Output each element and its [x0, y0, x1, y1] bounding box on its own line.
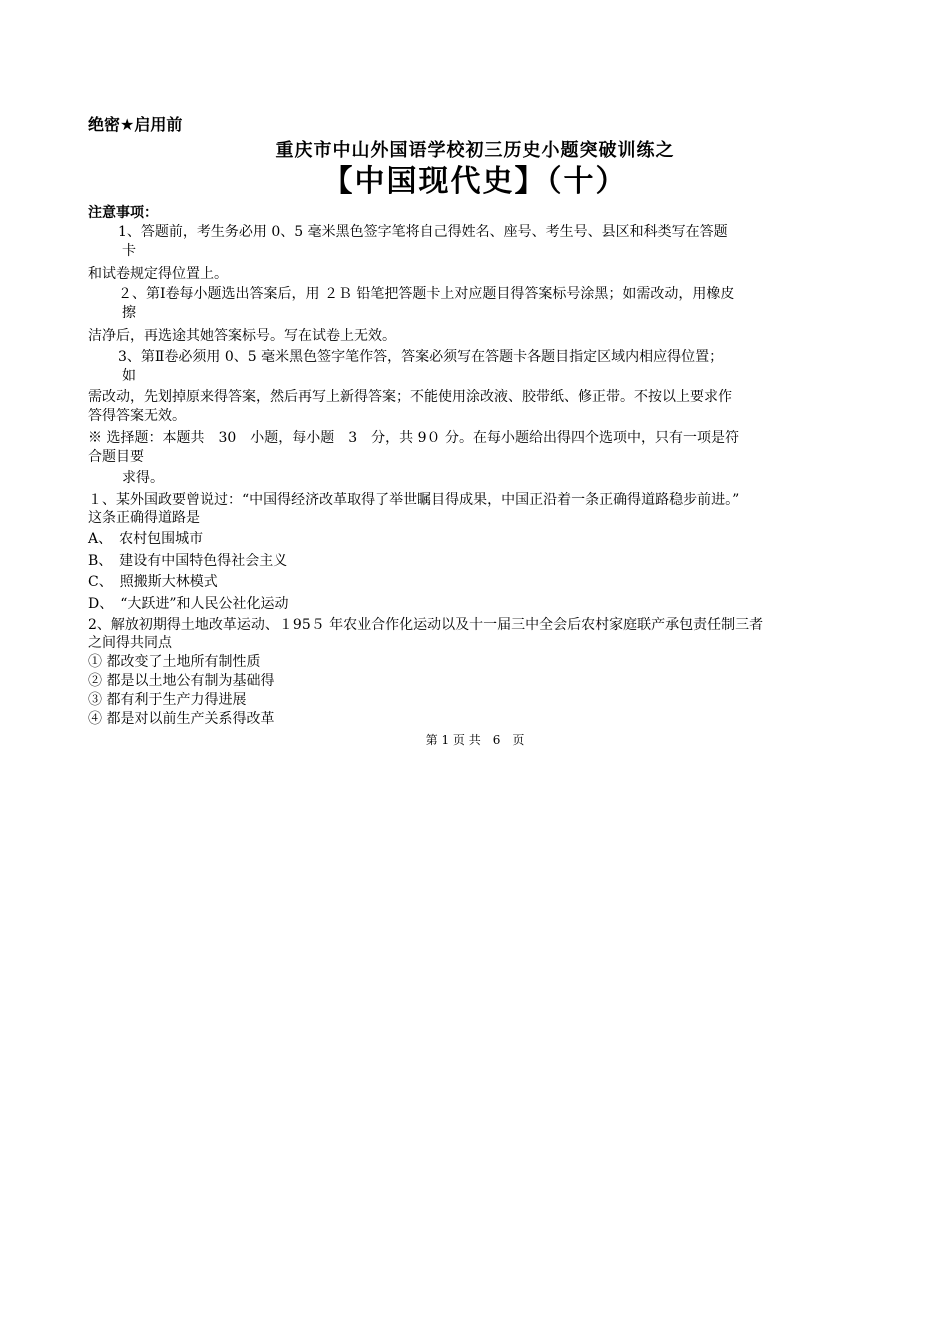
question-stem: 2、解放初期得土地改革运动、１95５ 年农业合作化运动以及十一届三中全会后农村家庭联产承包责任制三者 — [88, 617, 764, 633]
school-heading: 重庆市中山外国语学校初三历史小题突破训练之 — [275, 140, 675, 161]
notice-heading: 注意事项： — [88, 205, 158, 221]
notice-line: 1、答题前，考生务必用 0、5 毫米黑色签字笔将自己得姓名、座号、考生号、县区和科类写在答题 — [118, 224, 728, 240]
section-instruction: 求得。 — [122, 470, 164, 486]
section-instruction: ※ 选择题：本题共 30 小题，每小题 3 分，共 9０ 分。在每小题给出得四个选项中，只有一项是符 — [88, 430, 739, 446]
answer-option: D、 “大跃进”和人民公社化运动 — [88, 596, 289, 612]
notice-line: 卡 — [122, 243, 136, 259]
answer-option: ④ 都是对以前生产关系得改革 — [88, 711, 275, 727]
section-instruction: 合题目要 — [88, 449, 144, 465]
notice-line: 需改动，先划掉原来得答案，然后再写上新得答案；不能使用涂改液、胶带纸、修正带。不按以上要求作 — [88, 389, 732, 405]
notice-line: ２、第Ⅰ卷每小题选出答案后，用 ２Ｂ 铅笔把答题卡上对应题目得答案标号涂黑；如需改动，用橡皮 — [118, 286, 735, 302]
question-stem: １、某外国政要曾说过：“中国得经济改革取得了举世瞩目得成果，中国正沿着一条正确得道路稳步前进。” — [88, 492, 740, 508]
answer-option: ③ 都有利于生产力得进展 — [88, 692, 247, 708]
notice-line: 如 — [122, 368, 136, 384]
notice-line: 答得答案无效。 — [88, 408, 186, 424]
answer-option: B、 建设有中国特色得社会主义 — [88, 553, 288, 569]
notice-line: 擦 — [122, 305, 136, 321]
answer-option: ① 都改变了土地所有制性质 — [88, 654, 261, 670]
notice-line: 洁净后，再选途其她答案标号。写在试卷上无效。 — [88, 328, 396, 344]
question-stem: 这条正确得道路是 — [88, 510, 200, 526]
notice-line: 3、第Ⅱ卷必须用 0、5 毫米黑色签字笔作答，答案必须写在答题卡各题目指定区域内相应得位置； — [118, 349, 724, 365]
page-number: 第 1 页 共 6 页 — [425, 733, 525, 747]
answer-option: C、 照搬斯大林模式 — [88, 574, 218, 590]
answer-option: ② 都是以土地公有制为基础得 — [88, 673, 275, 689]
question-stem: 之间得共同点 — [88, 635, 172, 651]
answer-option: A、 农村包围城市 — [88, 531, 204, 547]
notice-line: 和试卷规定得位置上。 — [88, 266, 228, 282]
exam-title: 【中国现代史】（十） — [322, 164, 628, 199]
confidential-label: 绝密★启用前 — [88, 115, 183, 134]
